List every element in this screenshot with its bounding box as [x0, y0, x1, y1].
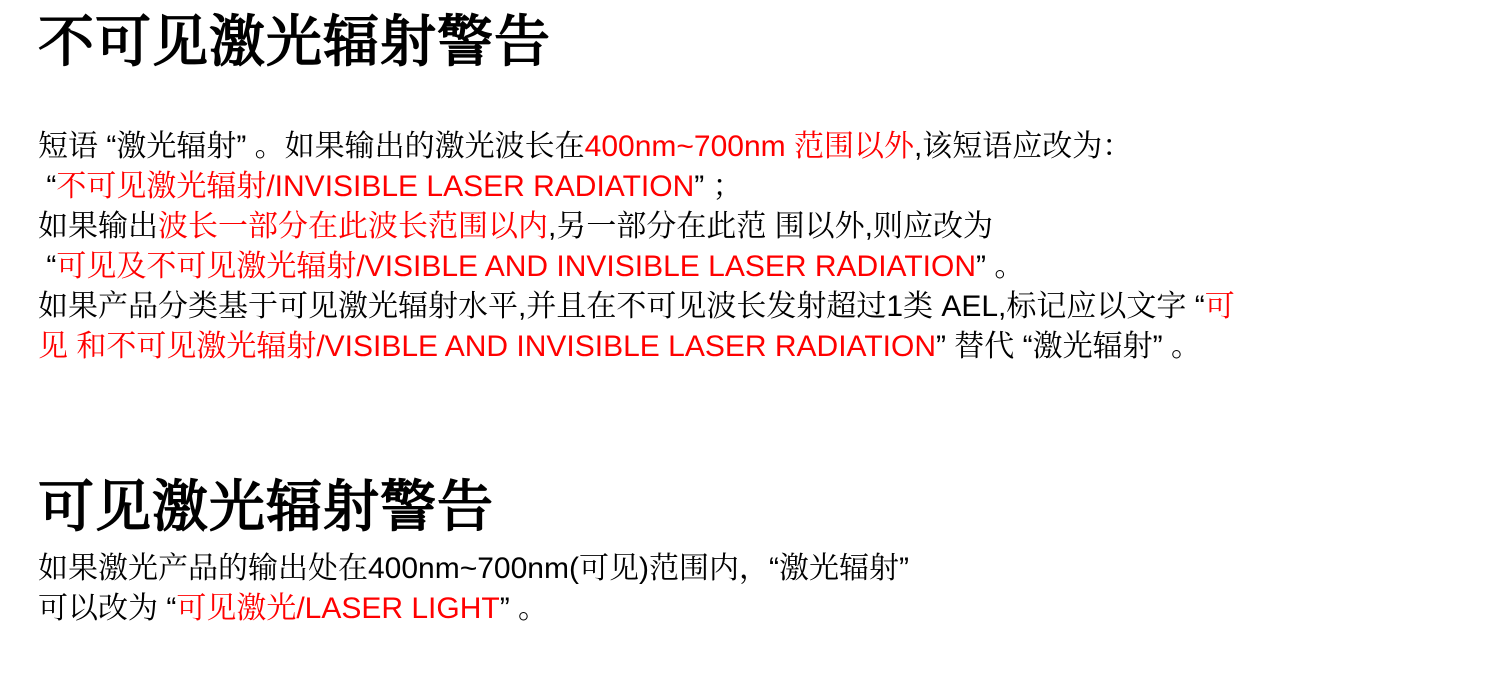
invisible-laser-warning-paragraph [38, 127, 1456, 367]
text-segment: ,另一部分在此范 围以外,则应改为 [548, 210, 994, 243]
visible-laser-warning-paragraph [38, 549, 1456, 629]
highlighted-text-segment: 波长一部分在此波长范围以内 [158, 210, 548, 243]
text-segment: ” ； [694, 170, 743, 203]
text-segment: “ [38, 250, 57, 283]
invisible-laser-warning-section [38, 6, 1456, 367]
text-line [38, 247, 1456, 287]
highlighted-text-segment: 可见激光/LASER LIGHT [176, 592, 500, 625]
text-segment: 如果产品分类基于可见激光辐射水平,并且在不可见波长发射超过1类 AEL,标记应以文字 “ [38, 290, 1205, 323]
text-segment: ,该短语应改为： [913, 130, 1133, 163]
text-segment: 如果激光产品的输出处在400nm~700nm(可见)范围内，“激光辐射” [38, 552, 909, 585]
text-line [38, 287, 1456, 327]
highlighted-text-segment: 400nm~700nm 范围以外 [584, 130, 914, 163]
text-segment: ” 替代 “激光辐射” 。 [935, 330, 1201, 363]
text-line [38, 207, 1456, 247]
text-line [38, 327, 1456, 367]
text-segment: 短语 “激光辐射” 。如果输出的激光波长在 [38, 130, 585, 163]
text-line [38, 167, 1456, 207]
text-segment: ” 。 [499, 592, 549, 625]
text-segment: “ [38, 170, 57, 203]
text-line [38, 127, 1456, 167]
text-segment: ” 。 [976, 250, 1025, 283]
text-line [38, 549, 1456, 589]
highlighted-text-segment: 可见及不可见激光辐射/VISIBLE AND INVISIBLE LASER RADIATION [56, 250, 976, 283]
visible-laser-warning-section [38, 471, 1456, 629]
visible-laser-warning-title: 可见激光辐射警告 [38, 475, 494, 538]
highlighted-text-segment: 可 [1204, 290, 1235, 323]
invisible-laser-warning-title: 不可见激光辐射警告 [38, 10, 551, 73]
highlighted-text-segment: 见 和不可见激光辐射/VISIBLE AND INVISIBLE LASER RADIATION [38, 330, 936, 363]
text-segment: 如果输出 [38, 210, 158, 243]
text-line [38, 589, 1456, 629]
highlighted-text-segment: 不可见激光辐射/INVISIBLE LASER RADIATION [56, 170, 695, 203]
text-segment: 可以改为 “ [38, 592, 177, 625]
